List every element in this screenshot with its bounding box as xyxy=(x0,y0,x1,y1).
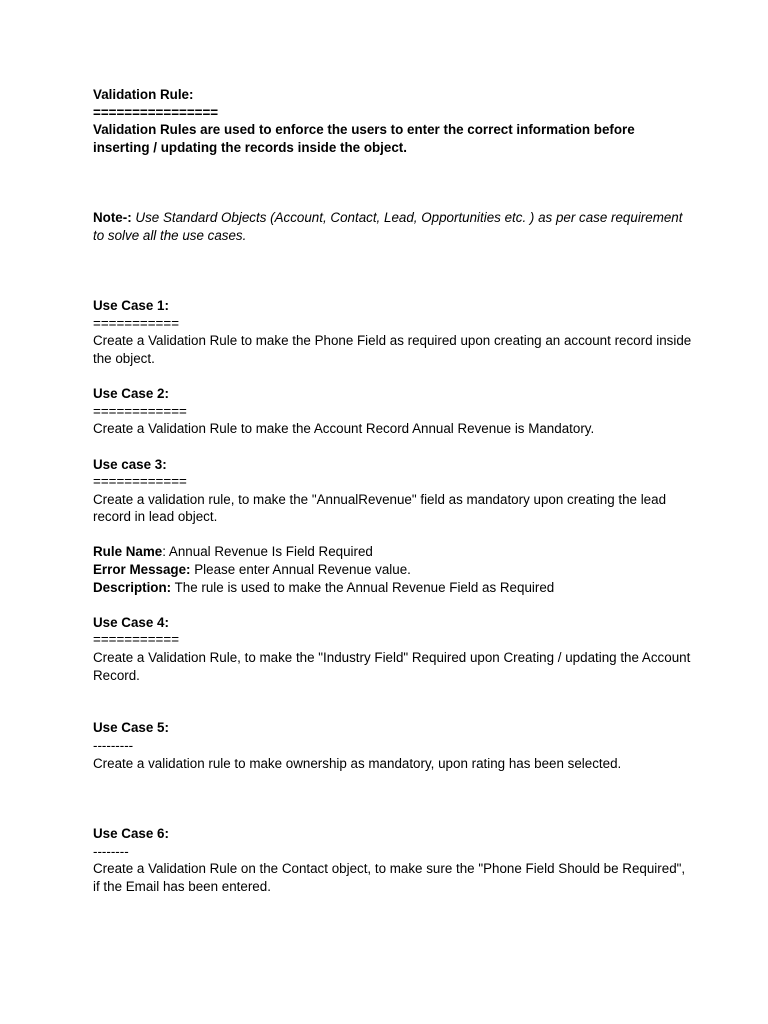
rule-name-value: : Annual Revenue Is Field Required xyxy=(162,544,373,560)
use-case-3-title: Use case 3: xyxy=(93,456,167,472)
use-case-3-underline: ============ xyxy=(93,474,187,490)
use-case-4-title: Use Case 4: xyxy=(93,614,169,630)
description-row xyxy=(93,579,693,597)
error-message-row xyxy=(93,561,693,579)
note-text: Use Standard Objects (Account, Contact, Lead, Opportunities etc. ) as per case requirement to solve all the use cases. xyxy=(93,210,683,243)
use-case-2-text: Create a Validation Rule to make the Account Record Annual Revenue is Mandatory. xyxy=(93,421,595,437)
use-case-1-title: Use Case 1: xyxy=(93,298,169,314)
use-case-5-text: Create a validation rule to make ownership as mandatory, upon rating has been selected. xyxy=(93,755,622,771)
use-case-6-underline: -------- xyxy=(93,843,129,859)
error-message-value: Please enter Annual Revenue value. xyxy=(190,562,411,578)
use-case-1-underline: =========== xyxy=(93,315,180,331)
use-case-5-title: Use Case 5: xyxy=(93,720,169,736)
description-value: The rule is used to make the Annual Revenue Field as Required xyxy=(171,579,555,595)
note-paragraph xyxy=(93,209,693,244)
rule-name-label: Rule Name xyxy=(93,544,163,560)
use-case-1-text: Create a Validation Rule to make the Phone Field as required upon creating an account record inside the object. xyxy=(93,333,692,366)
rule-name-row xyxy=(93,543,693,561)
use-case-2-underline: ============ xyxy=(93,403,187,419)
intro-heading: Validation Rule: xyxy=(93,87,194,102)
use-case-3-text: Create a validation rule, to make the "AnnualRevenue" field as mandatory upon creating the lead record in lead object. xyxy=(93,491,667,525)
error-message-label: Error Message: xyxy=(93,562,191,578)
intro-underline: ================ xyxy=(93,104,219,120)
use-case-4-underline: =========== xyxy=(93,632,180,648)
note-label: Note-: xyxy=(93,210,132,226)
intro-description: Validation Rules are used to enforce the users to enter the correct information before inserting / updating the records inside the object. xyxy=(93,122,635,155)
use-case-2-title: Use Case 2: xyxy=(93,386,169,402)
description-label: Description: xyxy=(93,579,172,595)
use-case-4-text: Create a Validation Rule, to make the "Industry Field" Required upon Creating / updating the Account Record. xyxy=(93,650,691,683)
use-case-5-underline: --------- xyxy=(93,738,134,753)
use-case-6-title: Use Case 6: xyxy=(93,825,169,841)
document-page xyxy=(93,86,693,895)
use-case-6-text: Create a Validation Rule on the Contact object, to make sure the "Phone Field Should be Required", if the Email has been entered. xyxy=(93,861,686,894)
